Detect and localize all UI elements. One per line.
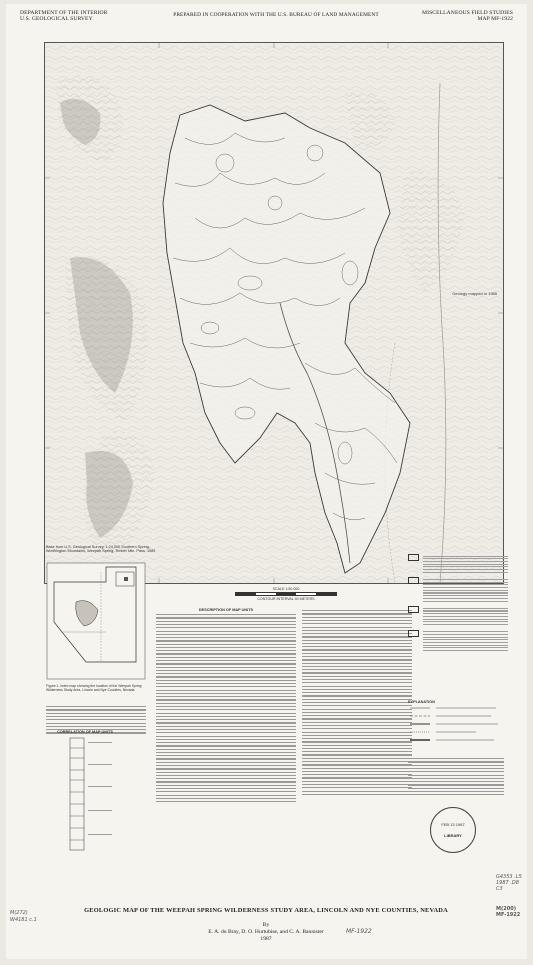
base-note: Base from U.S. Geological Survey, 1:24,000 Southern Spring, Worthington Mountains, Weepah Spring, Timber Mtn. Pass, 1985: [46, 545, 156, 553]
agency-line-2: U.S. GEOLOGICAL SURVEY: [20, 16, 93, 23]
map-number: MAP MF-1922: [477, 16, 513, 23]
description-heading: DESCRIPTION OF MAP UNITS: [198, 608, 254, 612]
scale-bar: [231, 587, 341, 605]
geologic-map[interactable]: [44, 42, 504, 584]
index-caption: Figure 1. Index map showing the location of the Weepah Spring Wilderness Study Area, Lincoln and Nye Counties, Nevada.: [46, 684, 142, 692]
catalog-note: MF-1922: [346, 928, 372, 935]
map-sheet: [6, 4, 527, 959]
right-margin-note: G4353 .L5 1987 .D8 C3: [496, 874, 522, 892]
header-center: PREPARED IN COOPERATION WITH THE U.S. BUREAU OF LAND MANAGEMENT: [173, 12, 379, 18]
unit-swatch: [408, 630, 419, 637]
contour-note: CONTOUR INTERVAL 40 METERS: [257, 597, 315, 601]
map-drawing: [45, 43, 503, 583]
scale-graphic: [235, 592, 337, 596]
description-of-units-2: [302, 608, 412, 797]
stamp-date: FEB 13 1987: [441, 822, 465, 827]
by-line: By: [262, 922, 270, 928]
unit-swatch: [408, 606, 419, 613]
unit-swatch: [408, 554, 419, 561]
index-map: [46, 562, 146, 680]
unit-swatch: [408, 577, 419, 584]
publication-year: 1987: [260, 936, 272, 942]
correlation-columns: [50, 734, 120, 854]
correlation-chart: [50, 730, 120, 859]
header-left: [20, 10, 107, 23]
left-margin-note: M(272) W4181 c.1: [10, 910, 37, 923]
authors-block: [66, 922, 466, 943]
map-symbols: [408, 704, 508, 748]
references: [408, 756, 504, 797]
legend-boxes: [408, 554, 508, 656]
description-of-units: [156, 608, 296, 804]
correlation-heading: CORRELATION OF MAP UNITS: [57, 730, 113, 734]
header-right: [422, 10, 513, 23]
stamp-label: LIBRARY: [444, 833, 462, 838]
symbols-explanation: [408, 700, 508, 753]
authors: E. A. du Bray, D. O. Hurtubise, and C. A. Bannister: [208, 929, 324, 935]
right-code: M(200) MF-1922: [496, 906, 521, 918]
index-map-block: [46, 562, 146, 682]
agency-line-1: DEPARTMENT OF THE INTERIOR: [20, 10, 108, 16]
map-title: GEOLOGIC MAP OF THE WEEPAH SPRING WILDERNESS STUDY AREA, LINCOLN AND NYE COUNTIES, NEVADA: [84, 907, 448, 914]
symbols-heading: EXPLANATION: [408, 700, 435, 704]
library-stamp: [430, 807, 476, 853]
series-line: MISCELLANEOUS FIELD STUDIES: [422, 10, 513, 16]
geology-note: Geology mapped in 1985: [452, 291, 497, 296]
scale-label: SCALE 1:50 000: [272, 587, 300, 591]
